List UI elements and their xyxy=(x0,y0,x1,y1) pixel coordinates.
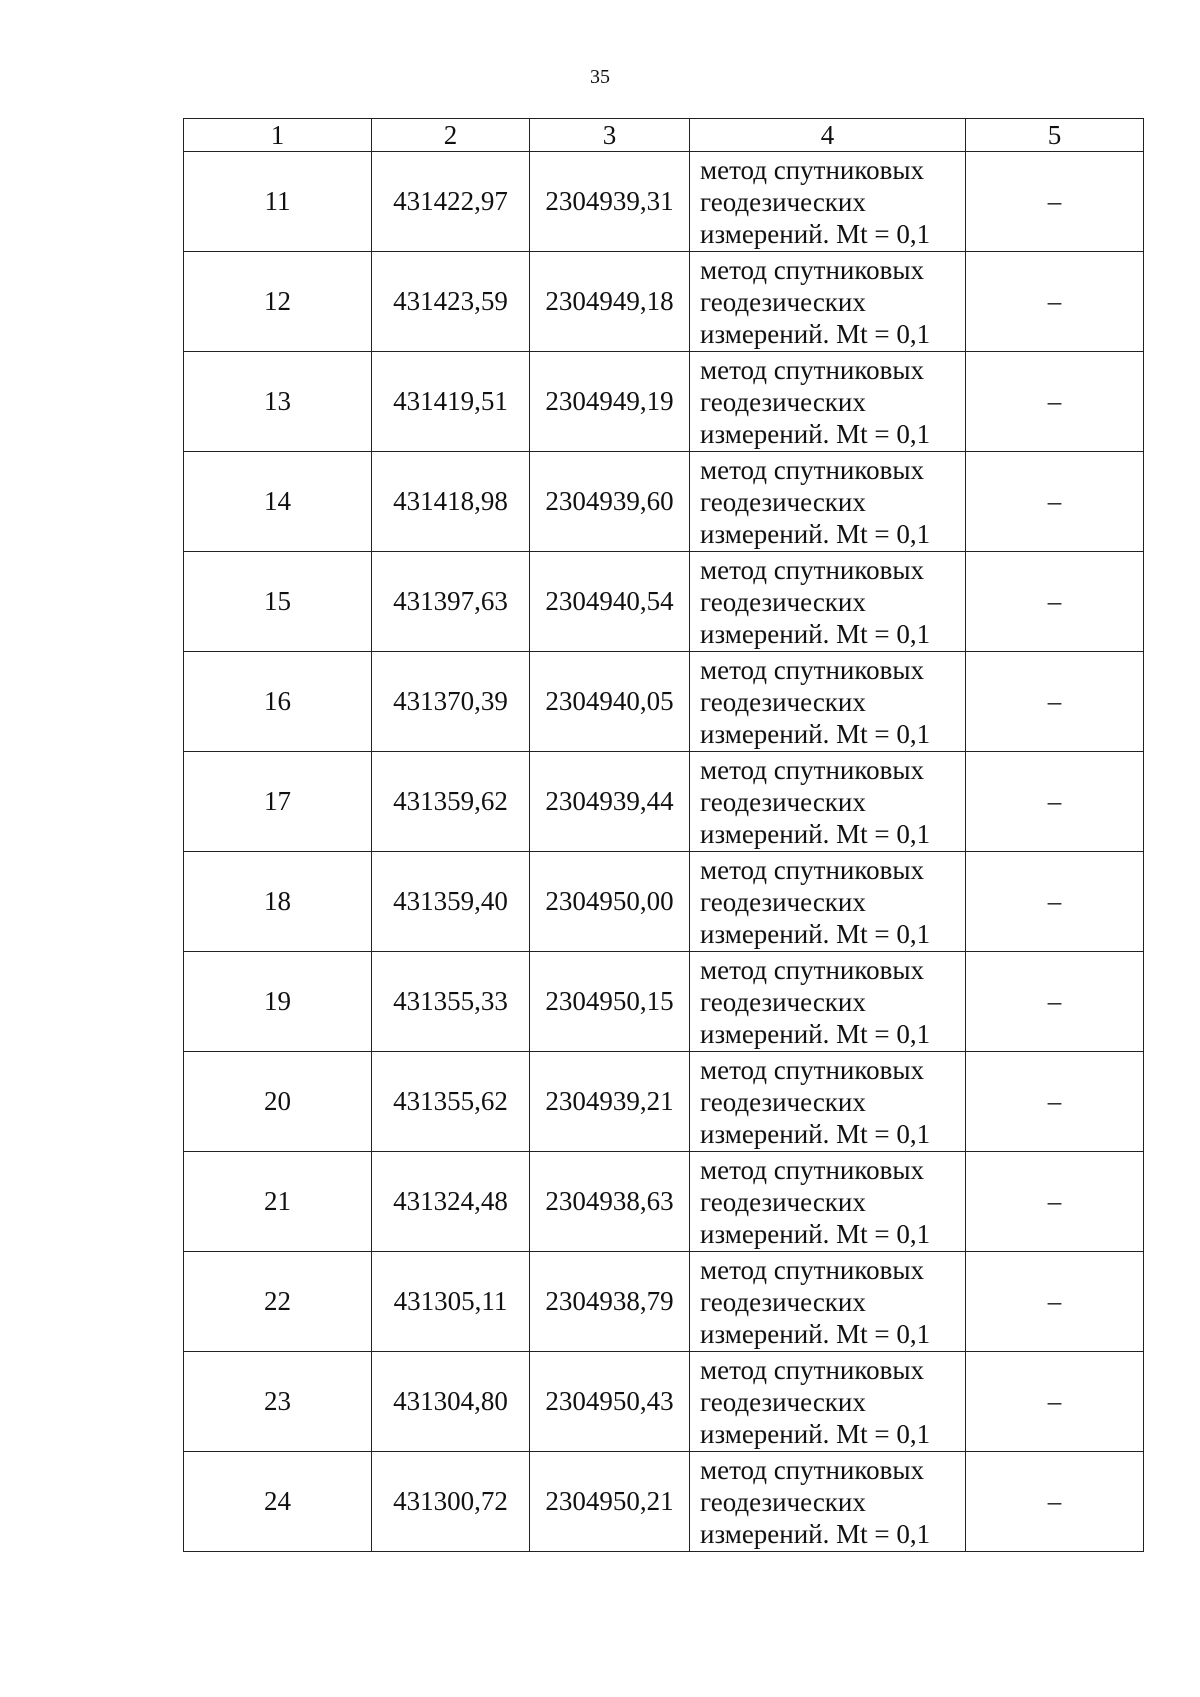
method-cell xyxy=(690,952,966,1052)
point-number-cell: 23 xyxy=(184,1352,372,1452)
note-cell: – xyxy=(966,952,1144,1052)
point-number-cell: 18 xyxy=(184,852,372,952)
point-number-cell: 15 xyxy=(184,552,372,652)
method-line-1: метод спутниковых xyxy=(700,454,924,485)
y-coordinate-cell: 2304939,21 xyxy=(530,1052,690,1152)
point-number-cell: 14 xyxy=(184,452,372,552)
method-line-1: метод спутниковых xyxy=(700,254,924,285)
x-coordinate-cell: 431418,98 xyxy=(372,452,530,552)
table-row xyxy=(184,552,1144,652)
method-cell xyxy=(690,1252,966,1352)
y-coordinate-cell: 2304939,44 xyxy=(530,752,690,852)
point-number-cell: 20 xyxy=(184,1052,372,1152)
method-line-3: измерений. Mt = 0,1 xyxy=(700,218,931,249)
page-number: 35 xyxy=(590,66,610,88)
method-cell xyxy=(690,1052,966,1152)
method-line-3: измерений. Mt = 0,1 xyxy=(700,1018,931,1049)
table-row xyxy=(184,852,1144,952)
method-cell xyxy=(690,652,966,752)
y-coordinate-cell: 2304950,00 xyxy=(530,852,690,952)
method-line-3: измерений. Mt = 0,1 xyxy=(700,1118,931,1149)
method-cell xyxy=(690,1452,966,1552)
method-cell xyxy=(690,1152,966,1252)
table-row xyxy=(184,652,1144,752)
table-row xyxy=(184,1452,1144,1552)
method-line-2: геодезических xyxy=(700,986,866,1017)
column-header-4: 4 xyxy=(690,119,966,152)
point-number-cell: 16 xyxy=(184,652,372,752)
method-cell xyxy=(690,1352,966,1452)
method-line-3: измерений. Mt = 0,1 xyxy=(700,418,931,449)
x-coordinate-cell: 431423,59 xyxy=(372,252,530,352)
table-row xyxy=(184,752,1144,852)
method-line-2: геодезических xyxy=(700,686,866,717)
point-number-cell: 21 xyxy=(184,1152,372,1252)
x-coordinate-cell: 431355,33 xyxy=(372,952,530,1052)
method-line-1: метод спутниковых xyxy=(700,1454,924,1485)
method-line-2: геодезических xyxy=(700,886,866,917)
table-row xyxy=(184,1252,1144,1352)
point-number-cell: 13 xyxy=(184,352,372,452)
note-cell: – xyxy=(966,552,1144,652)
note-cell: – xyxy=(966,652,1144,752)
point-number-cell: 24 xyxy=(184,1452,372,1552)
point-number-cell: 19 xyxy=(184,952,372,1052)
x-coordinate-cell: 431304,80 xyxy=(372,1352,530,1452)
point-number-cell: 12 xyxy=(184,252,372,352)
table-row xyxy=(184,1152,1144,1252)
method-line-3: измерений. Mt = 0,1 xyxy=(700,718,931,749)
x-coordinate-cell: 431370,39 xyxy=(372,652,530,752)
y-coordinate-cell: 2304940,54 xyxy=(530,552,690,652)
y-coordinate-cell: 2304949,19 xyxy=(530,352,690,452)
method-line-1: метод спутниковых xyxy=(700,354,924,385)
table-row xyxy=(184,252,1144,352)
point-number-cell: 11 xyxy=(184,152,372,252)
method-line-1: метод спутниковых xyxy=(700,654,924,685)
table-row xyxy=(184,352,1144,452)
table-row xyxy=(184,952,1144,1052)
column-header-3: 3 xyxy=(530,119,690,152)
method-line-1: метод спутниковых xyxy=(700,854,924,885)
x-coordinate-cell: 431305,11 xyxy=(372,1252,530,1352)
method-line-2: геодезических xyxy=(700,1186,866,1217)
method-line-1: метод спутниковых xyxy=(700,1254,924,1285)
method-line-1: метод спутниковых xyxy=(700,954,924,985)
method-line-3: измерений. Mt = 0,1 xyxy=(700,818,931,849)
method-cell xyxy=(690,452,966,552)
note-cell: – xyxy=(966,852,1144,952)
x-coordinate-cell: 431422,97 xyxy=(372,152,530,252)
y-coordinate-cell: 2304938,79 xyxy=(530,1252,690,1352)
x-coordinate-cell: 431355,62 xyxy=(372,1052,530,1152)
x-coordinate-cell: 431359,40 xyxy=(372,852,530,952)
method-cell xyxy=(690,752,966,852)
method-line-2: геодезических xyxy=(700,1286,866,1317)
method-line-3: измерений. Mt = 0,1 xyxy=(700,518,931,549)
column-header-2: 2 xyxy=(372,119,530,152)
x-coordinate-cell: 431419,51 xyxy=(372,352,530,452)
note-cell: – xyxy=(966,752,1144,852)
method-cell xyxy=(690,352,966,452)
table-body xyxy=(184,152,1144,1552)
method-cell xyxy=(690,152,966,252)
x-coordinate-cell: 431397,63 xyxy=(372,552,530,652)
method-line-2: геодезических xyxy=(700,786,866,817)
method-line-2: геодезических xyxy=(700,1486,866,1517)
method-line-1: метод спутниковых xyxy=(700,154,924,185)
y-coordinate-cell: 2304939,31 xyxy=(530,152,690,252)
method-line-3: измерений. Mt = 0,1 xyxy=(700,1518,931,1549)
method-line-2: геодезических xyxy=(700,286,866,317)
coordinates-table xyxy=(183,118,1144,1552)
method-line-2: геодезических xyxy=(700,486,866,517)
table-header-row xyxy=(184,119,1144,152)
method-line-1: метод спутниковых xyxy=(700,1354,924,1385)
y-coordinate-cell: 2304949,18 xyxy=(530,252,690,352)
table-row xyxy=(184,452,1144,552)
method-cell xyxy=(690,552,966,652)
y-coordinate-cell: 2304940,05 xyxy=(530,652,690,752)
x-coordinate-cell: 431300,72 xyxy=(372,1452,530,1552)
method-line-2: геодезических xyxy=(700,586,866,617)
table-row xyxy=(184,152,1144,252)
note-cell: – xyxy=(966,352,1144,452)
x-coordinate-cell: 431359,62 xyxy=(372,752,530,852)
y-coordinate-cell: 2304950,43 xyxy=(530,1352,690,1452)
x-coordinate-cell: 431324,48 xyxy=(372,1152,530,1252)
method-cell xyxy=(690,852,966,952)
note-cell: – xyxy=(966,1352,1144,1452)
note-cell: – xyxy=(966,1152,1144,1252)
note-cell: – xyxy=(966,1252,1144,1352)
y-coordinate-cell: 2304950,21 xyxy=(530,1452,690,1552)
column-header-1: 1 xyxy=(184,119,372,152)
method-line-3: измерений. Mt = 0,1 xyxy=(700,918,931,949)
method-line-2: геодезических xyxy=(700,1086,866,1117)
method-line-1: метод спутниковых xyxy=(700,754,924,785)
method-line-1: метод спутниковых xyxy=(700,1054,924,1085)
method-line-3: измерений. Mt = 0,1 xyxy=(700,1418,931,1449)
method-line-2: геодезических xyxy=(700,1386,866,1417)
y-coordinate-cell: 2304950,15 xyxy=(530,952,690,1052)
column-header-5: 5 xyxy=(966,119,1144,152)
note-cell: – xyxy=(966,152,1144,252)
method-line-3: измерений. Mt = 0,1 xyxy=(700,318,931,349)
method-line-3: измерений. Mt = 0,1 xyxy=(700,1218,931,1249)
method-line-2: геодезических xyxy=(700,386,866,417)
table-row xyxy=(184,1352,1144,1452)
method-line-3: измерений. Mt = 0,1 xyxy=(700,1318,931,1349)
point-number-cell: 22 xyxy=(184,1252,372,1352)
note-cell: – xyxy=(966,252,1144,352)
point-number-cell: 17 xyxy=(184,752,372,852)
method-cell xyxy=(690,252,966,352)
table-row xyxy=(184,1052,1144,1152)
y-coordinate-cell: 2304938,63 xyxy=(530,1152,690,1252)
method-line-2: геодезических xyxy=(700,186,866,217)
note-cell: – xyxy=(966,1052,1144,1152)
method-line-1: метод спутниковых xyxy=(700,554,924,585)
method-line-1: метод спутниковых xyxy=(700,1154,924,1185)
note-cell: – xyxy=(966,1452,1144,1552)
note-cell: – xyxy=(966,452,1144,552)
method-line-3: измерений. Mt = 0,1 xyxy=(700,618,931,649)
y-coordinate-cell: 2304939,60 xyxy=(530,452,690,552)
